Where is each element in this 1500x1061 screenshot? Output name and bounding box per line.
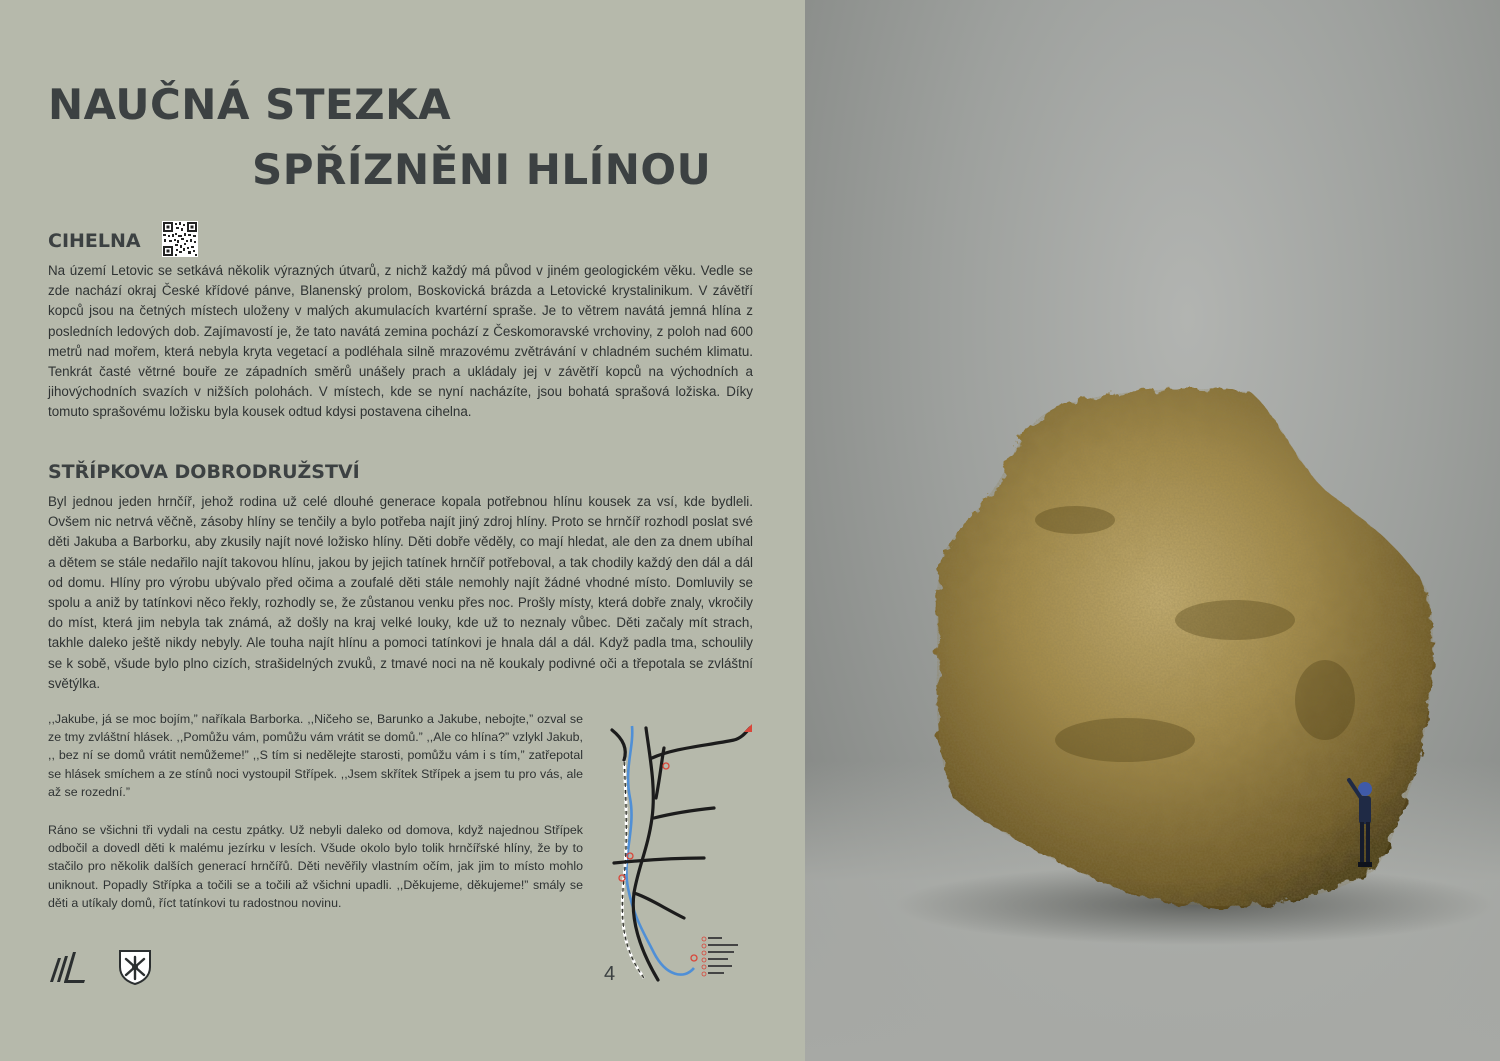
page-title-line1: NAUČNÁ STEZKA bbox=[48, 80, 452, 129]
trail-map bbox=[594, 718, 774, 993]
qr-code-icon[interactable] bbox=[162, 221, 198, 257]
page-title-line2: SPŘÍZNĚNI HLÍNOU bbox=[252, 145, 712, 194]
ending-paragraph: Ráno se všichni tři vydali na cestu zpátky. Už nebyli daleko od domova, když najednou Střípek odbočil a dovedl děti k malému jezírku v lesích. Všude okolo bylo tolik hrnčířské hlíny, že by to stačilo pro několik dalších generací hrnčířů. Děti nevěřily vlastním očím, jak jim to místo mohlo uniknout. Popadly Střípka a točili se a točili až všichni upadli. ,,Děkujeme, děkujeme!” smály se děti a utíkaly domů, říct tatínkovi tu radostnou novinu. bbox=[48, 823, 583, 910]
flag-marker-icon bbox=[744, 724, 752, 732]
road-branch-1 bbox=[652, 728, 750, 758]
coat-of-arms-icon bbox=[118, 949, 152, 985]
road-branch-6 bbox=[612, 730, 625, 760]
dialogue-paragraph: ,,Jakube, já se moc bojím,” naříkala Barborka. ,,Ničeho se, Barunko a Jakube, nebojte,” ozval se ze tmy zvláštní hlásek. ,,Pomůžu vám, pomůžu vám vrátit se domů.” ,,Ale co hlína?” vzlykl Jakub, ,, bez ní se domů vrátit nemůžeme!” ,,S tím si nedělejte starosti, pomůžu vám i s tím,” zatřepotal se hlásek smíchem a ze stínů noci vystoupil Střípek. ,,Jsem skřítek Střípek a jsem tu pro vás, ale až se rozední.” bbox=[48, 712, 583, 799]
loess-rock-photo bbox=[805, 0, 1500, 1061]
road-branch-3 bbox=[654, 808, 714, 818]
cihelna-paragraph: Na území Letovic se setkává několik výrazných útvarů, z nichž každý má původ v jiném geologickém věku. Vedle se zde nachází okraj České křídové pánve, Blanenský prolom, Boskovická brázda a Letovické krystalinikum. V závětří kopců jsou na četných místech uloženy v malých akumulacích kvartérní spraše. Je to větrem navátá jemná hlína z posledních ledových dob. Zajímavostí je, že tato navátá zemina pochází z Českomoravské vrchoviny, z poloh nad 600 metrů nad mořem, která nebyla kryta vegetací a podléhala silně mrazovému zvětrávání v chladném suchém klimatu. Tenkrát časté větrné bouře ze západních směrů unášely prach a ukládaly jej v závětří kopců na východních a jihovýchodních svazích v nižších polohách. V místech, kde se nyní nacházíte, jsou bohatá sprašová ložiska. Díky tomuto sprašovému ložisku byla kousek odtud kdysi postavena cihelna. bbox=[48, 263, 753, 420]
page-number: 4 bbox=[604, 963, 616, 985]
story-paragraph: Byl jednou jeden hrnčíř, jehož rodina už celé dlouhé generace kopala potřebnou hlínu kousek za vsí, kde bydleli. Ovšem nic netrvá věčně, zásoby hlíny se tenčily a bylo potřeba najít jiný zdroj hlíny. Proto se hrnčíř rozhodl poslat své děti Jakuba a Barborku, aby zkusily najít nové ložisko hlíny. Děti dobře věděly, co mají hledat, ale den za dnem ubíhal a dětem se stále nedařilo najít takovou hlínu, jakou by jejich tatínek hrnčíř potřeboval, a tak chodily každý den dál a dál od domu. Hlíny pro výrobu ubývalo před očima a zoufalé děti stále nemohly najít žádné vhodné místo. Domluvily se spolu a aniž by tatínkovi něco řekly, rozhodly se, že zůstanou venku přes noc. Prošly místy, která dobře znaly, vkročily do míst, která jim nebyla tak známá, až došly na kraj velké louky, kde už to neznaly vůbec. Děti začaly mít strach, takhle daleko ještě nikdy nebyly. Ale touha najít hlínu a pomoci tatínkovi je hnala dál a dál. Když padla tma, schoulily se k sobě, všude bylo plno cizích, strašidelných zvuků, z tmavé noci na ně koukaly podivné oči a třepotala se zvláštní světýlka. bbox=[48, 494, 753, 691]
road-branch-5 bbox=[634, 893, 684, 918]
section-heading-stripek: STŘÍPKOVA DOBRODRUŽSTVÍ bbox=[48, 461, 360, 483]
letovice-logo-icon bbox=[48, 950, 86, 984]
section-heading-cihelna: CIHELNA bbox=[48, 230, 141, 252]
photo-panel bbox=[805, 0, 1500, 1061]
road-main bbox=[633, 728, 658, 980]
